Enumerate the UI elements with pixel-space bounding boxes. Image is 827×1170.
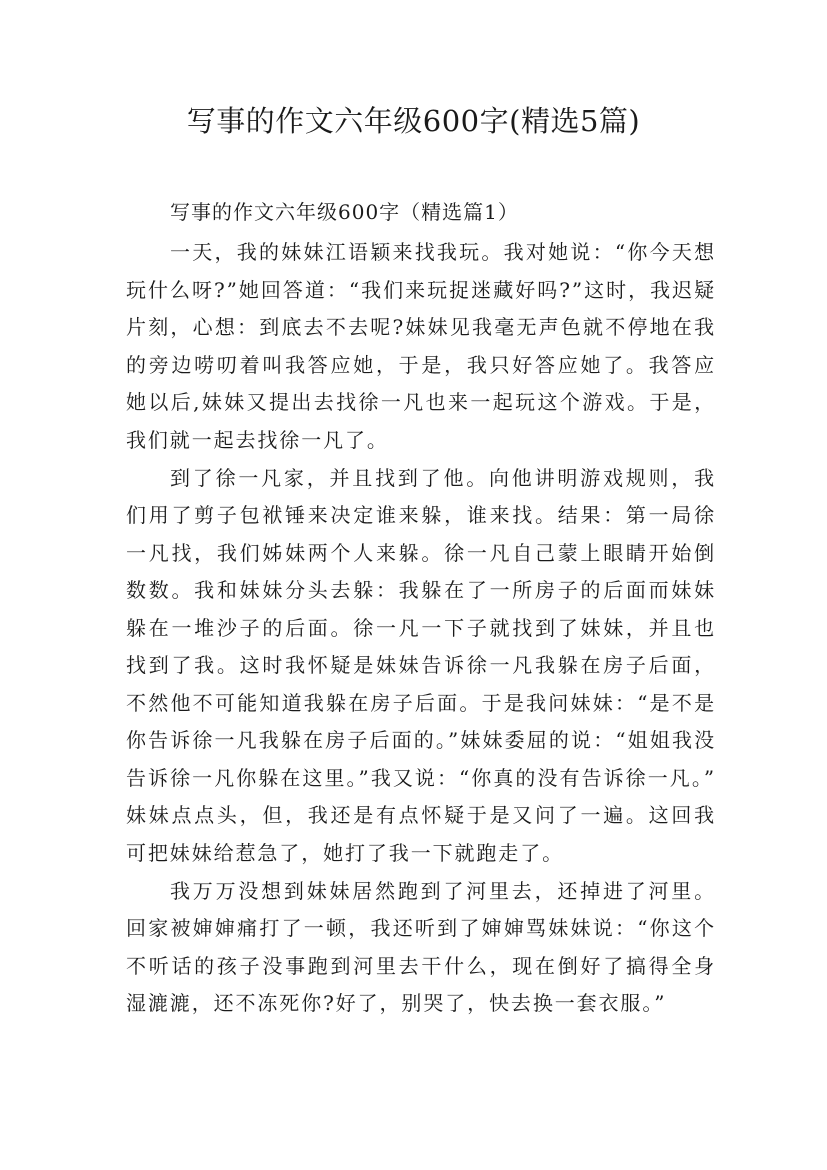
paragraph-2: 到了徐一凡家，并且找到了他。向他讲明游戏规则，我们用了剪子包袱锤来决定谁来躲，谁来找。结果：第一局徐一凡找，我们姊妹两个人来躲。徐一凡自己蒙上眼睛开始倒数数。我和妹妹分头去躲：我躲在了一所房子的后面而妹妹躲在一堆沙子的后面。徐一凡一下子就找到了妹妹，并且也找到了我。这时我怀疑是妹妹告诉徐一凡我躲在房子后面，不然他不可能知道我躲在房子后面。于是我问妹妹：“是不是你告诉徐一凡我躲在房子后面的。”妹妹委屈的说：“姐姐我没告诉徐一凡你躲在这里。”我又说：“你真的没有告诉徐一凡。”妹妹点点头，但，我还是有点怀疑于是又问了一遍。这回我可把妹妹给惹急了，她打了我一下就跑走了。 — [126, 465, 716, 865]
document-body — [126, 190, 716, 1023]
document-title: 写事的作文六年级600字(精选5篇) — [186, 104, 641, 138]
section-heading: 写事的作文六年级600字（精选篇1） — [170, 200, 519, 224]
paragraph-3: 我万万没想到妹妹居然跑到了河里去，还掉进了河里。回家被婶婶痛打了一顿，我还听到了婶婶骂妹妹说：“你这个不听话的孩子没事跑到河里去干什么，现在倒好了搞得全身湿漉漉，还不冻死你?好了，别哭了，快去换一套衣服。” — [126, 878, 716, 1015]
paragraph-1: 一天，我的妹妹江语颖来找我玩。我对她说：“你今天想玩什么呀?”她回答道：“我们来玩捉迷藏好吗?”这时，我迟疑片刻，心想：到底去不去呢?妹妹见我毫无声色就不停地在我的旁边唠叨着叫我答应她，于是，我只好答应她了。我答应她以后,妹妹又提出去找徐一凡也来一起玩这个游戏。于是，我们就一起去找徐一凡了。 — [126, 240, 716, 452]
